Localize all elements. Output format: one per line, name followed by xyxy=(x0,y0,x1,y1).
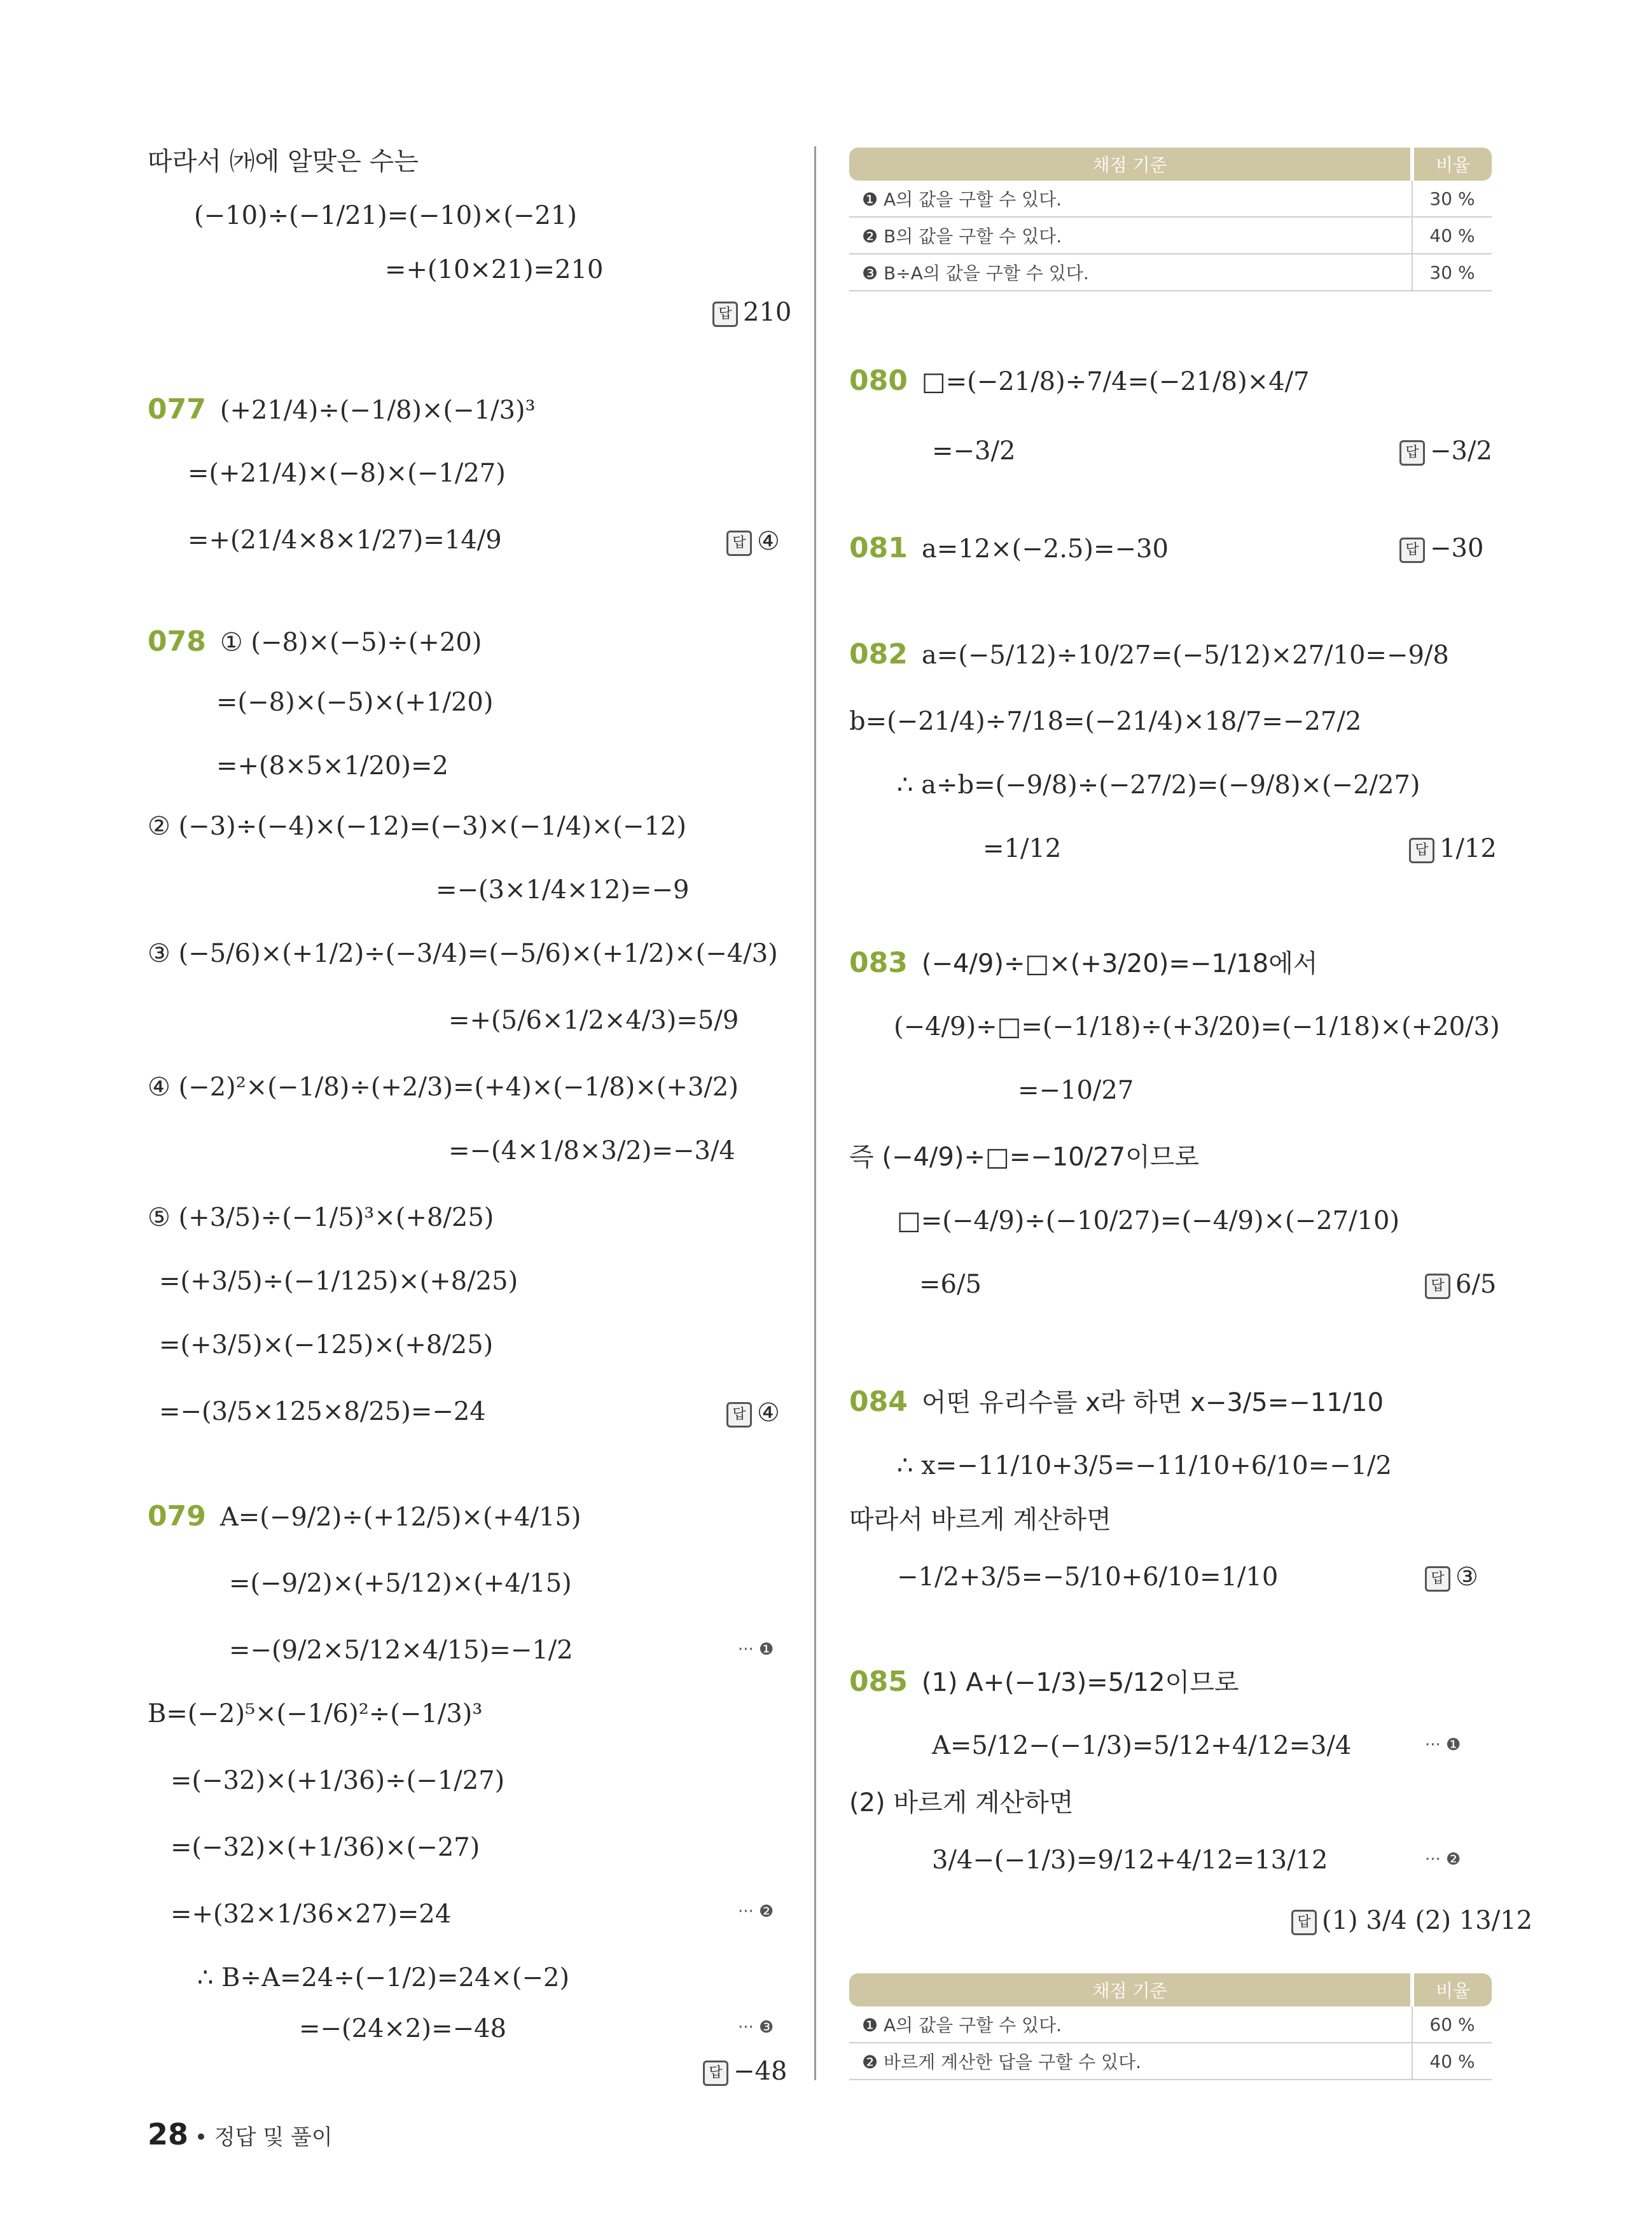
problem-077: 077 (+21/4)÷(−1/8)×(−1/3)³ xyxy=(148,393,536,426)
problem-079-line-7: =+(32×1/36×27)=24 xyxy=(170,1900,452,1929)
problem-085-line-2: A=5/12−(−1/3)=5/12+4/12=3/4 xyxy=(932,1731,1352,1760)
problem-083-line-3: =−10/27 xyxy=(1018,1076,1134,1105)
problem-079-line-9: =−(24×2)=−48 xyxy=(299,2014,507,2043)
table-row: ❶ A의 값을 구할 수 있다. 30 % xyxy=(849,181,1492,217)
problem-082-line-3: ∴ a÷b=(−9/8)÷(−27/2)=(−9/8)×(−2/27) xyxy=(897,770,1420,800)
problem-084-line-2: ∴ x=−11/10+3/5=−11/10+6/10=−1/2 xyxy=(897,1451,1392,1480)
intro-text: 따라서 ㈎에 알맞은 수는 xyxy=(148,147,419,176)
table-row: ❷ 바르게 계산한 답을 구할 수 있다. 40 % xyxy=(849,2043,1492,2080)
problem-078: 078 ① (−8)×(−5)÷(+20) xyxy=(148,625,482,658)
problem-077-line-3: =+(21/4×8×1/27)=14/9 xyxy=(188,525,502,555)
problem-number: 079 xyxy=(148,1500,206,1533)
page-footer xyxy=(148,2117,333,2151)
problem-078-line-10: ⑤ (+3/5)÷(−1/5)³×(+8/25) xyxy=(148,1203,494,1232)
problem-079-line-8: ∴ B÷A=24÷(−1/2)=24×(−2) xyxy=(197,1963,570,1992)
problem-085-line-3: (2) 바르게 계산하면 xyxy=(849,1788,1074,1817)
footer-label: • 정답 및 풀이 xyxy=(195,2125,333,2150)
answer-intro: 답 210 xyxy=(712,297,791,328)
check-mark-3: ··· ❸ xyxy=(738,2018,774,2037)
answer-083: 답 6/5 xyxy=(1425,1269,1496,1300)
problem-078-line-7: =+(5/6×1/2×4/3)=5/9 xyxy=(448,1006,739,1035)
problem-number: 081 xyxy=(849,532,908,564)
problem-083: 083 (−4/9)÷□×(+3/20)=−1/18에서 xyxy=(849,947,1318,979)
answer-icon: 답 xyxy=(1409,838,1434,863)
problem-085-line-4: 3/4−(−1/3)=9/12+4/12=13/12 xyxy=(932,1845,1328,1875)
problem-079-line-6: =(−32)×(+1/36)×(−27) xyxy=(170,1833,480,1862)
answer-icon: 답 xyxy=(1425,1566,1450,1592)
problem-078-line-11: =(+3/5)÷(−1/125)×(+8/25) xyxy=(159,1267,518,1296)
answer-icon: 답 xyxy=(703,2061,728,2086)
problem-078-line-13: =−(3/5×125×8/25)=−24 xyxy=(159,1397,486,1426)
answer-079: 답 −48 xyxy=(703,2056,787,2087)
column-divider xyxy=(814,146,816,2080)
problem-083-line-6: =6/5 xyxy=(919,1270,982,1299)
check-mark-2: ··· ❷ xyxy=(1425,1850,1461,1869)
problem-078-line-5: =−(3×1/4×12)=−9 xyxy=(436,875,690,905)
problem-079-line-3: =−(9/2×5/12×4/15)=−1/2 xyxy=(229,1636,573,1665)
answer-077: 답 ④ xyxy=(726,526,780,557)
table-header-criteria: 채점 기준 xyxy=(849,1973,1412,2006)
problem-083-line-5: □=(−4/9)÷(−10/27)=(−4/9)×(−27/10) xyxy=(897,1206,1400,1235)
problem-082-line-4: =1/12 xyxy=(983,834,1062,863)
problem-number: 080 xyxy=(849,365,908,397)
answer-icon: 답 xyxy=(726,531,752,556)
check-mark-1: ··· ❶ xyxy=(1425,1735,1461,1755)
problem-078-line-2: =(−8)×(−5)×(+1/20) xyxy=(216,688,494,717)
answer-icon: 답 xyxy=(1291,1910,1317,1935)
grading-table-2 xyxy=(849,1973,1492,2080)
problem-number: 077 xyxy=(148,393,206,426)
problem-084: 084 어떤 유리수를 x라 하면 x−3/5=−11/10 xyxy=(849,1386,1384,1418)
table-header-criteria: 채점 기준 xyxy=(849,148,1412,181)
problem-081: 081 a=12×(−2.5)=−30 xyxy=(849,532,1169,564)
problem-077-line-2: =(+21/4)×(−8)×(−1/27) xyxy=(188,459,506,488)
answer-080: 답 −3/2 xyxy=(1399,436,1492,466)
problem-078-line-9: =−(4×1/8×3/2)=−3/4 xyxy=(448,1136,735,1165)
problem-079-line-2: =(−9/2)×(+5/12)×(+4/15) xyxy=(229,1569,572,1598)
problem-079-line-4: B=(−2)⁵×(−1/6)²÷(−1/3)³ xyxy=(148,1699,483,1728)
answer-icon: 답 xyxy=(1399,440,1425,466)
problem-083-line-2: (−4/9)÷□=(−1/18)÷(+3/20)=(−1/18)×(+20/3) xyxy=(894,1012,1500,1041)
page-number: 28 xyxy=(148,2117,189,2151)
problem-number: 084 xyxy=(849,1386,908,1418)
problem-082-line-2: b=(−21/4)÷7/18=(−21/4)×18/7=−27/2 xyxy=(849,707,1362,736)
check-mark-1: ··· ❶ xyxy=(738,1640,774,1659)
problem-084-line-3: 따라서 바르게 계산하면 xyxy=(849,1505,1111,1534)
answer-icon: 답 xyxy=(726,1402,752,1428)
answer-icon: 답 xyxy=(1399,538,1425,563)
answer-084: 답 ③ xyxy=(1425,1562,1478,1592)
problem-number: 082 xyxy=(849,638,908,671)
answer-085: 답 (1) 3/4 (2) 13/12 xyxy=(1291,1905,1532,1936)
intro-line-2: =+(10×21)=210 xyxy=(385,255,604,284)
table-row: ❷ B의 값을 구할 수 있다. 40 % xyxy=(849,217,1492,254)
answer-icon: 답 xyxy=(712,302,738,327)
table-row: ❸ B÷A의 값을 구할 수 있다. 30 % xyxy=(849,254,1492,291)
problem-079: 079 A=(−9/2)÷(+12/5)×(+4/15) xyxy=(148,1500,581,1533)
table-header-ratio: 비율 xyxy=(1412,148,1492,181)
problem-080-line-2: =−3/2 xyxy=(932,436,1016,466)
problem-082: 082 a=(−5/12)÷10/27=(−5/12)×27/10=−9/8 xyxy=(849,638,1449,671)
problem-number: 083 xyxy=(849,947,908,979)
problem-078-line-8: ④ (−2)²×(−1/8)÷(+2/3)=(+4)×(−1/8)×(+3/2) xyxy=(148,1073,739,1102)
table-header-ratio: 비율 xyxy=(1412,1973,1492,2006)
check-mark-2: ··· ❷ xyxy=(738,1902,774,1921)
table-row: ❶ A의 값을 구할 수 있다. 60 % xyxy=(849,2006,1492,2043)
problem-number: 078 xyxy=(148,625,206,658)
problem-084-line-4: −1/2+3/5=−5/10+6/10=1/10 xyxy=(897,1562,1279,1592)
problem-078-line-12: =(+3/5)×(−125)×(+8/25) xyxy=(159,1330,494,1359)
answer-081: 답 −30 xyxy=(1399,533,1483,564)
problem-083-line-4: 즉 (−4/9)÷□=−10/27이므로 xyxy=(849,1143,1199,1172)
problem-number: 085 xyxy=(849,1665,908,1698)
problem-078-line-3: =+(8×5×1/20)=2 xyxy=(216,751,448,781)
problem-080: 080 □=(−21/8)÷7/4=(−21/8)×4/7 xyxy=(849,365,1310,397)
answer-078: 답 ④ xyxy=(726,1398,780,1428)
problem-085: 085 (1) A+(−1/3)=5/12이므로 xyxy=(849,1665,1239,1698)
grading-table-1 xyxy=(849,148,1492,291)
answer-082: 답 1/12 xyxy=(1409,833,1497,864)
problem-078-line-6: ③ (−5/6)×(+1/2)÷(−3/4)=(−5/6)×(+1/2)×(−4/3) xyxy=(148,939,778,968)
problem-078-line-4: ② (−3)÷(−4)×(−12)=(−3)×(−1/4)×(−12) xyxy=(148,812,687,841)
answer-icon: 답 xyxy=(1425,1274,1450,1299)
intro-line-1: (−10)÷(−1/21)=(−10)×(−21) xyxy=(194,201,577,230)
problem-079-line-5: =(−32)×(+1/36)÷(−1/27) xyxy=(170,1766,505,1795)
